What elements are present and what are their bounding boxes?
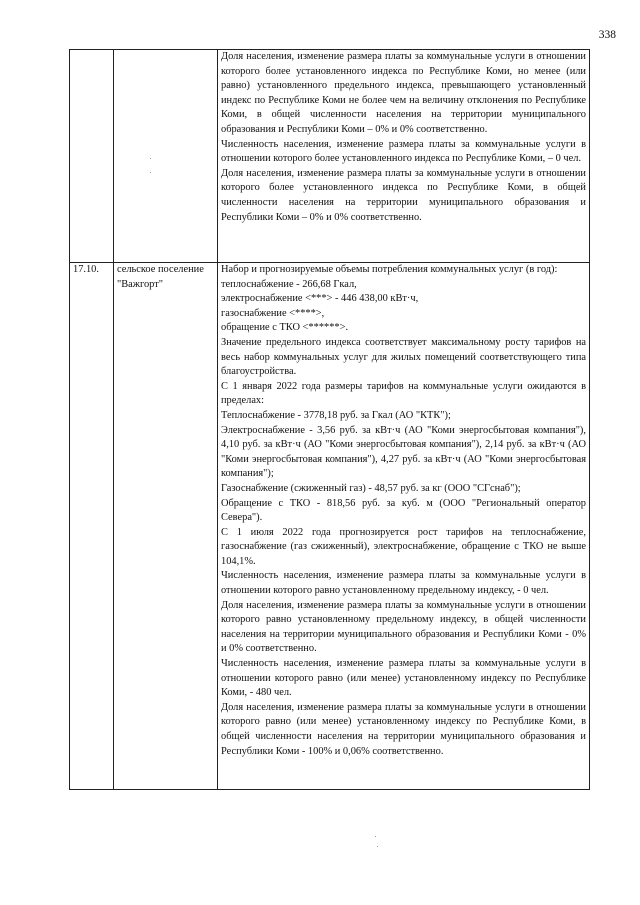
paragraph: Численность населения, изменение размера платы за коммунальные услуги в отношении которого равно установленному предельному индексу, - 0 чел. [221,570,586,597]
paragraph: Численность населения, изменение размера платы за коммунальные услуги в отношении которого равно (или менее) установленному индексу по Республике Коми, - 480 чел. [221,658,586,699]
municipality-name-cell [114,50,218,263]
scan-speck [377,846,378,847]
paragraph: Доля населения, изменение размера платы за коммунальные услуги в отношении которого более установленного индекса по Республике Коми, но менее (или равно) установленного предельного индекса, превышающего установленный индекс по Республике Коми не более чем на величину отклонения по Республике Коми, в общей численности населения на территории муниципального образования и Республики Коми – 0% и 0% соответственно. [221,51,586,135]
volume-line: электроснабжение <***> - 446 438,00 кВт·ч, [221,293,419,305]
table-row [70,263,590,790]
paragraph: С 1 января 2022 года размеры тарифов на коммунальные услуги ожидаются в пределах: [221,380,586,407]
table-row [70,50,590,263]
volume-line: газоснабжение <****>, [221,307,325,319]
paragraph: Доля населения, изменение размера платы за коммунальные услуги в отношении которого равно установленному предельному индексу, в общей численности населения на территории муниципального образования и Республики Коми - 0% и 0% соответственно. [221,599,586,655]
tariff-electricity: Электроснабжение - 3,56 руб. за кВт·ч (АО "Коми энергосбытовая компания"), 4,10 руб. за кВт·ч (АО "Коми энергосбытовая компания"), 2,14 руб. за кВт·ч (АО "Коми энергосбытовая компания"), 4,27 руб. за кВт·ч (АО "Коми энергосбытовая компания"); [221,424,586,480]
intro-paragraph: Набор и прогнозируемые объемы потребления коммунальных услуг (в год): [221,264,558,275]
volume-line: теплоснабжение - 266,68 Гкал, [221,278,357,290]
scan-speck [375,836,376,837]
scan-speck [150,172,151,173]
document-table [69,49,590,790]
paragraph: Доля населения, изменение размера платы за коммунальные услуги в отношении которого равно (или менее) установленному индексу по Республике Коми, в общей численности населения на территории муниципального образования и Республики Коми - 100% и 0,06% соответственно. [221,701,586,757]
page-number: 338 [598,29,616,41]
description-cell [218,263,590,790]
tariff-heat: Теплоснабжение - 3778,18 руб. за Гкал (АО "КТК"); [221,409,451,421]
tariff-waste: Обращение с ТКО - 818,56 руб. за куб. м (ООО "Региональный оператор Севера"). [221,497,586,524]
paragraph: Значение предельного индекса соответствует максимальному росту тарифов на весь набор коммунальных услуг для жилых помещений соответствующего типа благоустройства. [221,336,586,378]
volume-line: обращение с ТКО <******>. [221,322,349,334]
row-number-cell [70,50,114,263]
municipality-name-cell: сельское поселение "Важгорт" [114,263,218,790]
description-cell [218,50,590,263]
scan-speck [150,158,151,159]
row-number-cell: 17.10. [70,263,114,790]
tariff-gas: Газоснабжение (сжиженный газ) - 48,57 руб. за кг (ООО "СГснаб"); [221,482,521,494]
paragraph: Доля населения, изменение размера платы за коммунальные услуги в отношении которого более установленного индекса по Республике Коми, в общей численности населения на территории муниципального образования и Республики Коми – 0% и 0% соответственно. [221,167,586,223]
paragraph: Численность населения, изменение размера платы за коммунальные услуги в отношении которого более установленного индекса по Республике Коми, – 0 чел. [221,138,586,165]
paragraph: С 1 июля 2022 года прогнозируется рост тарифов на теплоснабжение, газоснабжение (газ сжиженный), электроснабжение, обращение с ТКО не выше 104,1%. [221,526,586,567]
